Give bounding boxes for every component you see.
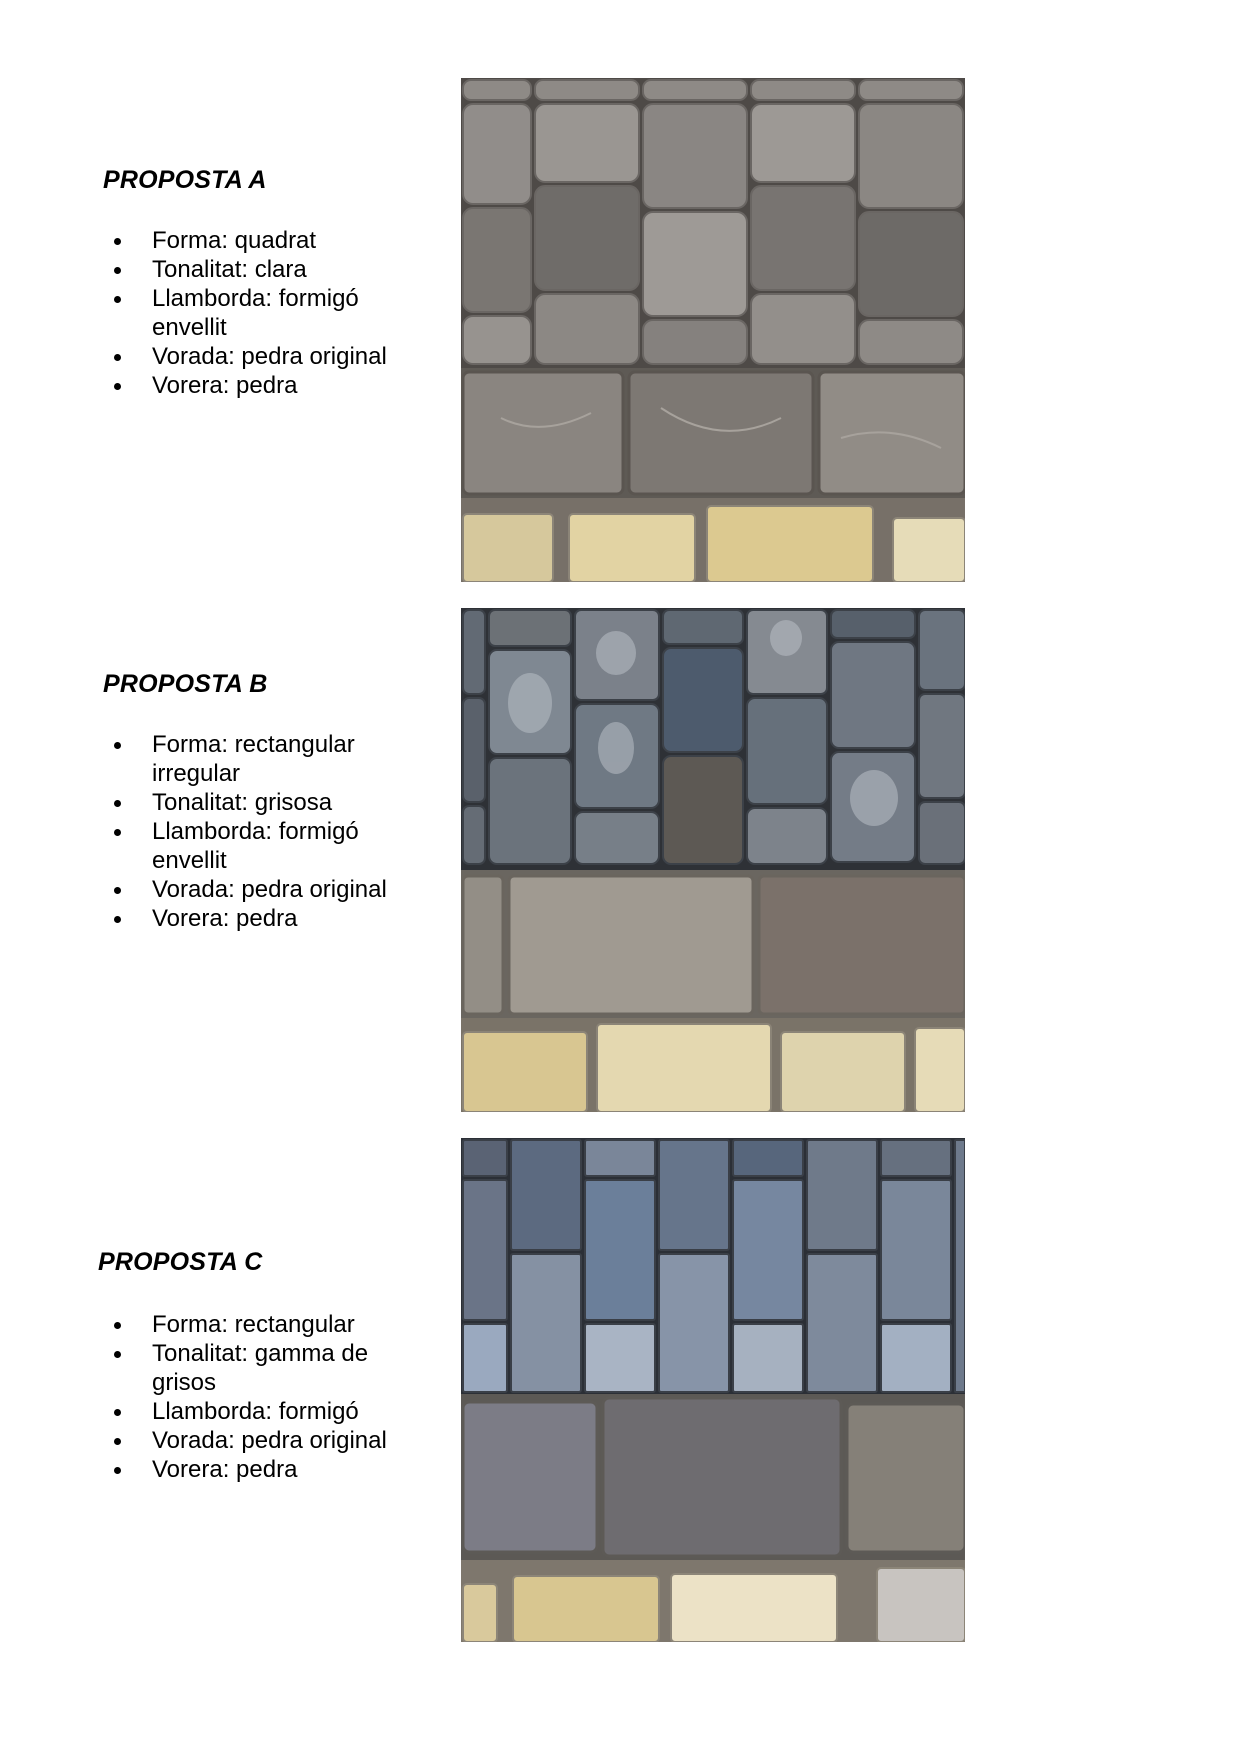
list-item: Tonalitat: gamma de grisos	[110, 1339, 390, 1397]
paving-texture	[461, 608, 965, 1112]
list-item: Tonalitat: clara	[110, 255, 390, 284]
list-item: Llamborda: formigó	[110, 1397, 390, 1426]
list-item: Forma: quadrat	[110, 226, 390, 255]
proposal-title: PROPOSTA B	[103, 670, 268, 698]
paving-texture	[461, 78, 965, 582]
list-item: Tonalitat: grisosa	[110, 788, 390, 817]
proposal-title: PROPOSTA A	[103, 166, 267, 194]
list-item: Vorada: pedra original	[110, 875, 390, 904]
list-item: Forma: rectangular	[110, 1310, 390, 1339]
paving-photo	[461, 1138, 965, 1642]
paving-photo	[461, 78, 965, 582]
proposal-features	[110, 226, 390, 400]
list-item: Vorera: pedra	[110, 1455, 390, 1484]
list-item: Llamborda: formigó envellit	[110, 817, 390, 875]
proposal-features	[110, 1310, 390, 1484]
proposal-features	[110, 730, 390, 933]
proposal-title: PROPOSTA C	[98, 1248, 263, 1276]
paving-photo	[461, 608, 965, 1112]
paving-texture	[461, 1138, 965, 1642]
list-item: Vorera: pedra	[110, 904, 390, 933]
list-item: Vorada: pedra original	[110, 342, 390, 371]
list-item: Vorera: pedra	[110, 371, 390, 400]
list-item: Llamborda: formigó envellit	[110, 284, 390, 342]
list-item: Forma: rectangular irregular	[110, 730, 390, 788]
list-item: Vorada: pedra original	[110, 1426, 390, 1455]
